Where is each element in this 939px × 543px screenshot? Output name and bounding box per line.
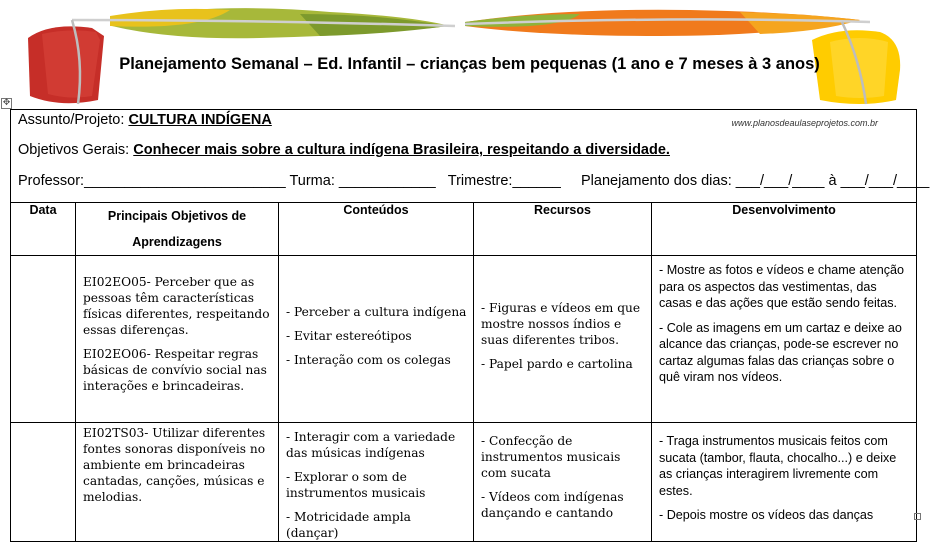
development-item: - Mostre as fotos e vídeos e chame atenção para os aspectos das vestimentas, das casas e das ações que estão sendo feitas. — [659, 263, 905, 310]
document-title: Planejamento Semanal – Ed. Infantil – crianças bem pequenas (1 ano e 7 meses à 3 anos) — [119, 55, 820, 73]
goals-label: Objetivos Gerais: — [18, 142, 130, 158]
trimester-field: Trimestre:______ — [447, 173, 561, 189]
feather-banner — [0, 0, 939, 108]
development-cell — [652, 256, 917, 423]
header-objectives-line1: Principais Objetivos de — [107, 209, 247, 223]
resource-item: - Confecção de instrumentos musicais com sucata — [481, 434, 621, 480]
subject-label: Assunto/Projeto: — [18, 112, 125, 128]
content-item: - Interação com os colegas — [286, 353, 451, 367]
table-row — [11, 256, 917, 423]
website-link[interactable]: www.planosdeaulaseprojetos.com.br — [731, 118, 879, 128]
table-row — [11, 423, 917, 542]
date-cell — [11, 256, 76, 423]
teacher-field: Professor:_________________________ — [18, 173, 286, 189]
subject-line — [18, 112, 272, 128]
header-objectives — [76, 203, 279, 256]
content-item: - Evitar estereótipos — [286, 329, 412, 343]
goals-value: Conhecer mais sobre a cultura indígena Brasileira, respeitando a diversidade. — [133, 142, 670, 158]
objective-item: EI02EO06- Respeitar regras básicas de convívio social nas interações e brincadeiras. — [83, 347, 267, 393]
header-contents: Conteúdos — [279, 203, 474, 256]
resources-cell — [474, 256, 652, 423]
goals-line — [18, 142, 670, 158]
development-item: - Traga instrumentos musicais feitos com sucata (tambor, flauta, chocalho...) e deixe as crianças interagirem livremente com estes. — [659, 434, 897, 498]
development-item: - Cole as imagens em um cartaz e deixe ao alcance das crianças, pode-se escrever no cartaz algumas falas das crianças sobre o quê viram nos vídeos. — [659, 320, 902, 384]
date-cell — [11, 423, 76, 542]
contents-cell — [279, 423, 474, 542]
content-item: - Interagir com a variedade das músicas indígenas — [286, 430, 456, 460]
table-move-handle-icon[interactable]: ✥ — [2, 98, 11, 108]
resource-item: - Papel pardo e cartolina — [481, 357, 633, 371]
header-resources: Recursos — [474, 203, 652, 256]
objective-item: EI02TS03- Utilizar diferentes fontes sonoras disponíveis no ambiente em brincadeiras cantadas, canções, músicas e melodias. — [83, 426, 266, 504]
development-cell — [652, 423, 917, 542]
planning-dates-field: Planejamento dos dias: ___/___/____ à ___/___/____ — [581, 173, 930, 189]
subject-value: CULTURA INDÍGENA — [128, 112, 272, 128]
objectives-cell — [76, 423, 279, 542]
objective-item: EI02EO05- Perceber que as pessoas têm características físicas diferentes, respeitando essas diferenças. — [83, 275, 270, 337]
content-item: - Motricidade ampla (dançar) — [286, 510, 411, 540]
content-item: - Explorar o som de instrumentos musicais — [286, 470, 426, 500]
resource-item: - Vídeos com indígenas dançando e cantando — [481, 490, 624, 520]
header-objectives-line2: Aprendizagens — [132, 235, 222, 249]
development-item: - Depois mostre os vídeos das danças — [659, 508, 874, 522]
contents-cell — [279, 256, 474, 423]
class-field: Turma: ____________ — [289, 173, 436, 189]
content-item: - Perceber a cultura indígena — [286, 305, 467, 319]
resource-item: - Figuras e vídeos em que mostre nossos índios e suas diferentes tribos. — [481, 301, 641, 347]
table-resize-handle-icon[interactable] — [914, 513, 921, 520]
project-info-cell — [11, 110, 930, 203]
header-data: Data — [11, 203, 76, 256]
fill-in-line — [18, 173, 929, 189]
weekly-plan-table — [10, 109, 930, 542]
resources-cell — [474, 423, 652, 542]
header-development: Desenvolvimento — [652, 203, 917, 256]
objectives-cell — [76, 256, 279, 423]
